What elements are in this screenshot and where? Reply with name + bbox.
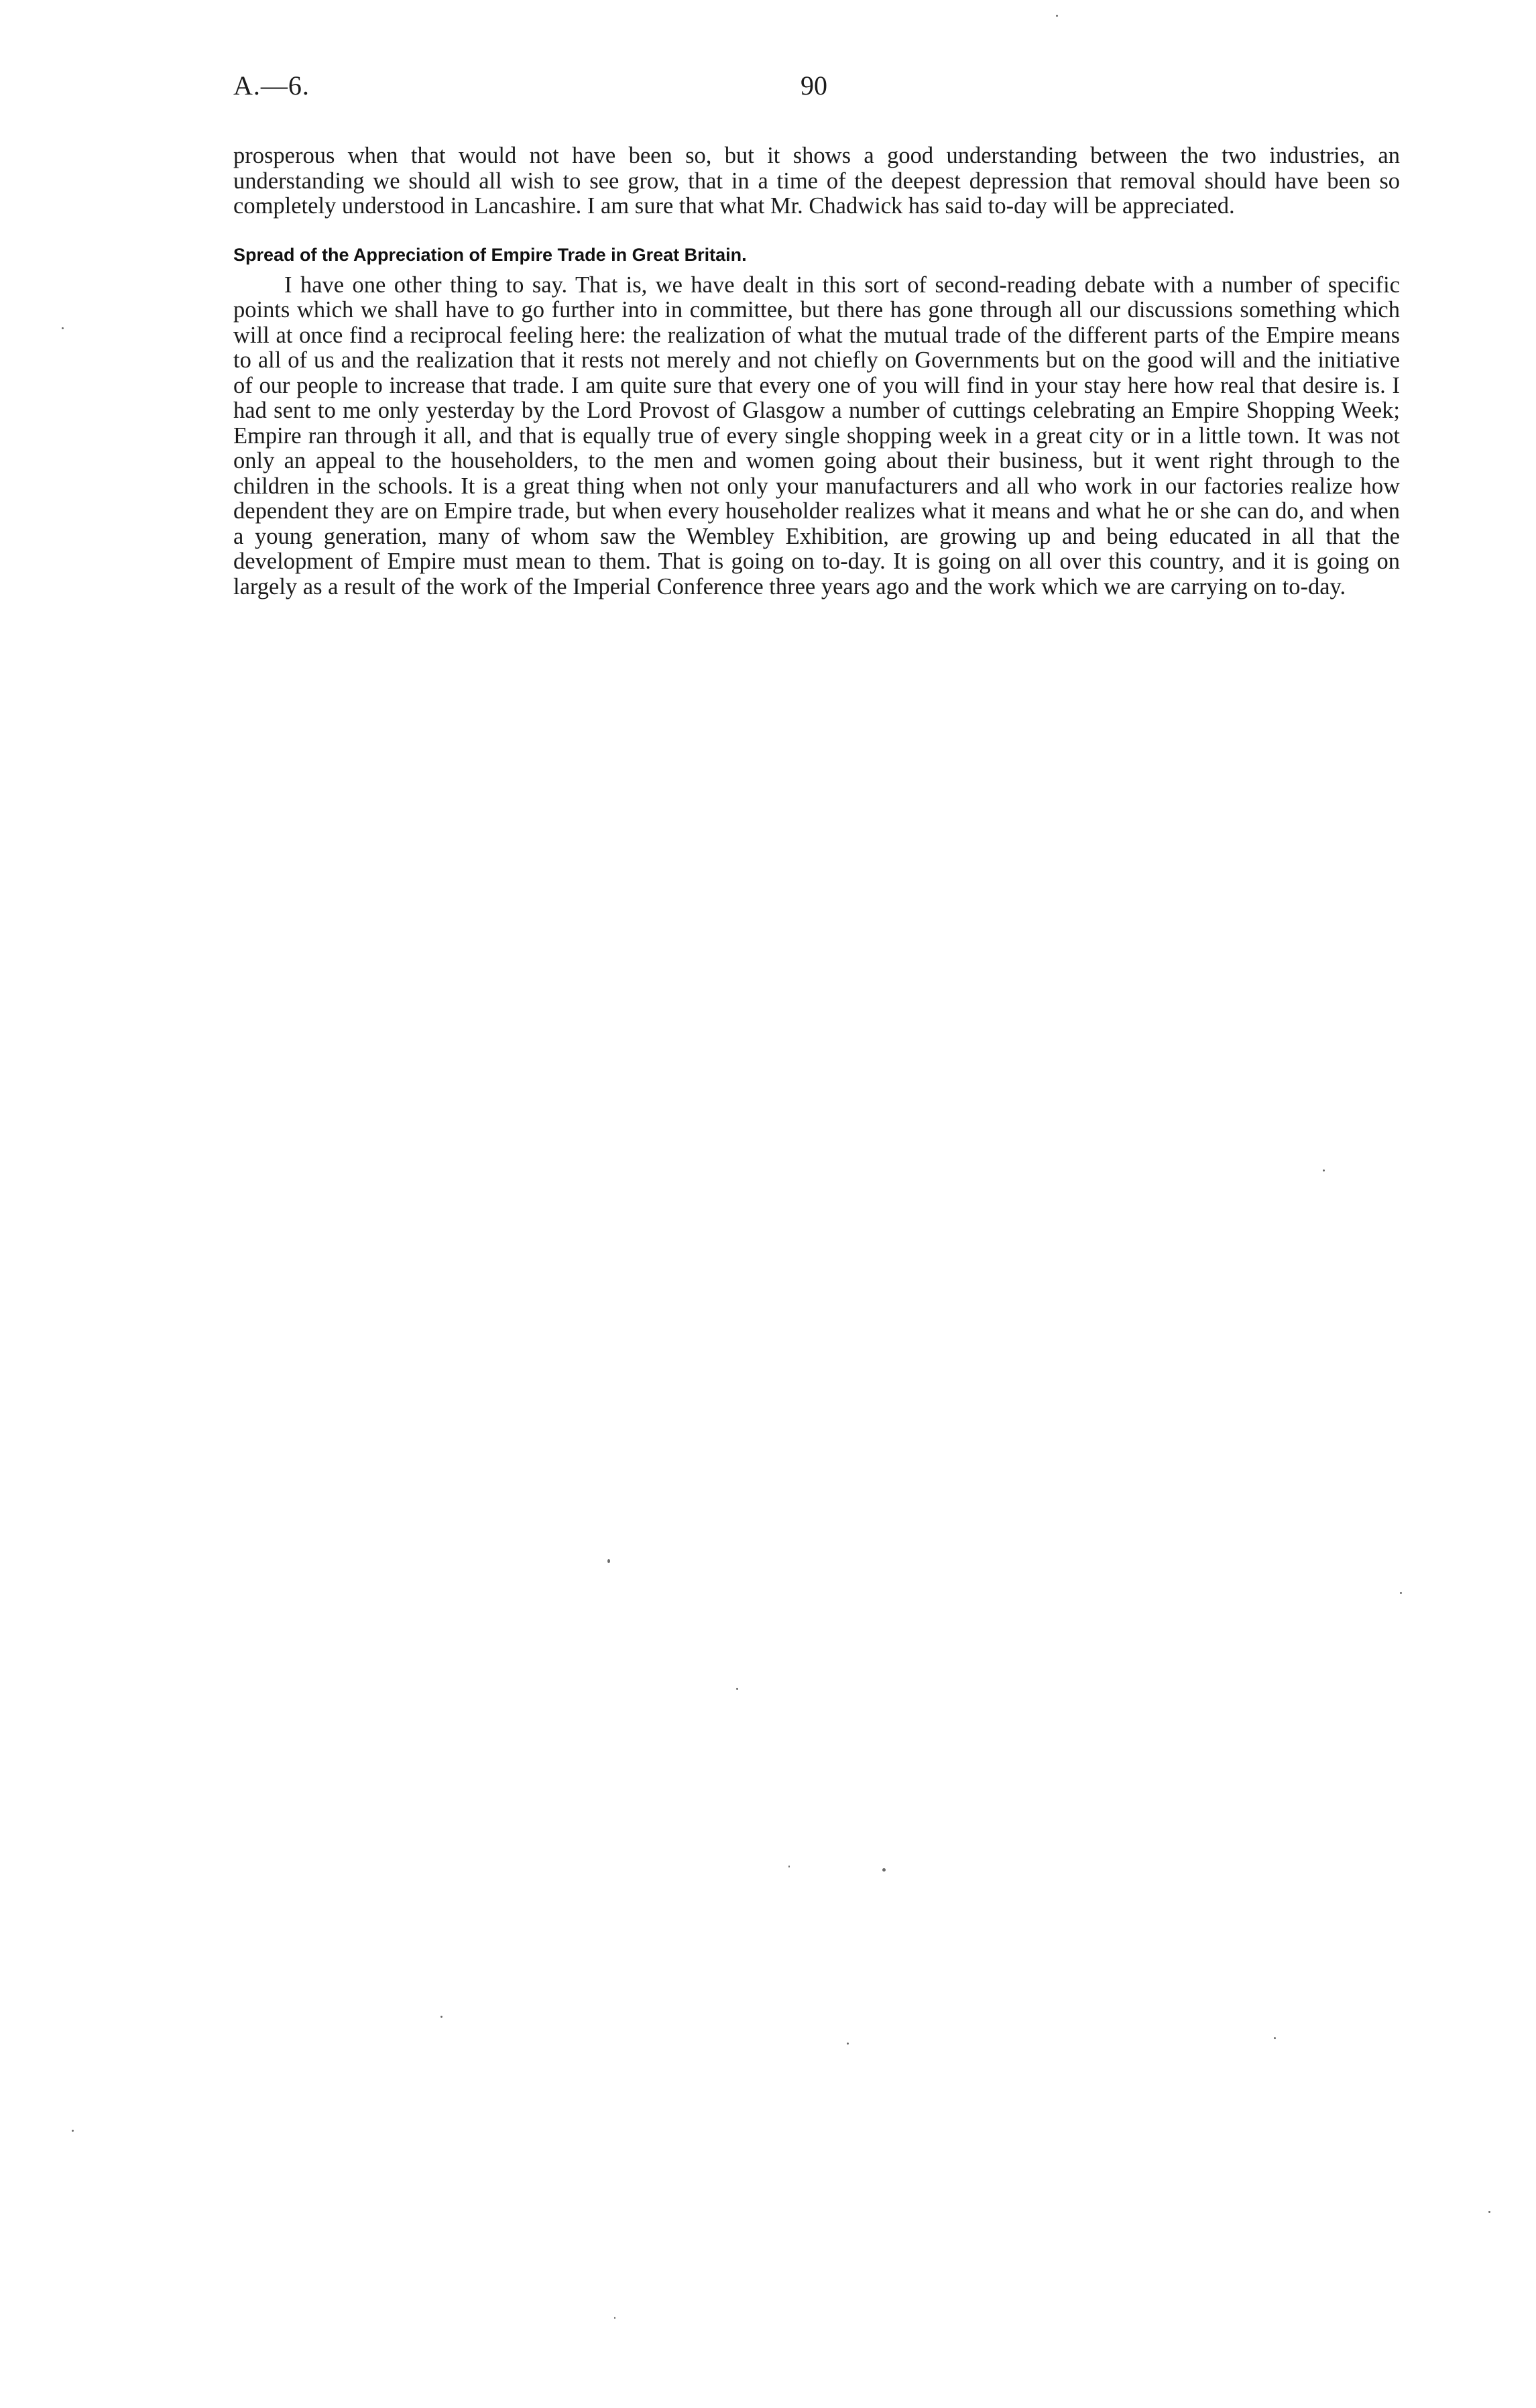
- scan-speck: [72, 2130, 74, 2132]
- scan-speck: [1488, 2211, 1490, 2213]
- scan-speck: [882, 1868, 886, 1872]
- body-paragraph: I have one other thing to say. That is, we have dealt in this sort of second-reading debate with a number of specific points which we shall have to go further into in committee, but there has gone through all our discussions something which will at once find a reciprocal feeling here: the realization of what the mutual trade of the different parts of the Empire means to all of us and the realization that it rests not merely and not chiefly on Governments but on the good will and the initiative of our people to increase that trade. I am quite sure that every one of you will find in your stay here how real that desire is. I had sent to me only yesterday by the Lord Provost of Glasgow a number of cuttings celebrating an Empire Shopping Week; Empire ran through it all, and that is equally true of every single shopping week in a great city or in a little town. It was not only an appeal to the householders, to the men and women going about their business, but it went right through to the children in the schools. It is a great thing when not only your manufacturers and all who work in our factories realize how dependent they are on Empire trade, but when every householder realizes what it means and what he or she can do, and when a young generation, many of whom saw the Wembley Exhibition, are growing up and being educated in all that the development of Empire must mean to them. That is going on to-day. It is going on all over this country, and it is going on largely as a result of the work of the Imperial Conference three years ago and the work which we are carrying on to-day.: [233, 272, 1400, 599]
- document-reference: A.—6.: [233, 70, 310, 101]
- scan-speck: [1056, 15, 1058, 17]
- page-body: [233, 144, 1400, 599]
- scan-speck: [847, 2043, 849, 2045]
- scan-speck: [788, 1866, 790, 1868]
- scan-speck: [1400, 1592, 1402, 1594]
- scan-speck: [614, 2317, 615, 2319]
- scan-speck: [440, 2016, 442, 2018]
- scan-speck: [607, 1559, 610, 1563]
- scan-speck: [736, 1688, 738, 1690]
- page-header: [233, 70, 1400, 110]
- scan-speck: [1274, 2037, 1276, 2039]
- scan-speck: [62, 327, 64, 329]
- scan-speck: [1323, 1169, 1325, 1171]
- page-number: 90: [801, 70, 827, 101]
- continuation-paragraph: prosperous when that would not have been so, but it shows a good understanding between the two industries, an understanding we should all wish to see grow, that in a time of the deepest depression that removal should have been so completely understood in Lancashire. I am sure that what Mr. Chadwick has said to-day will be appreciated.: [233, 143, 1400, 219]
- section-heading: Spread of the Appreciation of Empire Trade in Great Britain.: [233, 244, 747, 265]
